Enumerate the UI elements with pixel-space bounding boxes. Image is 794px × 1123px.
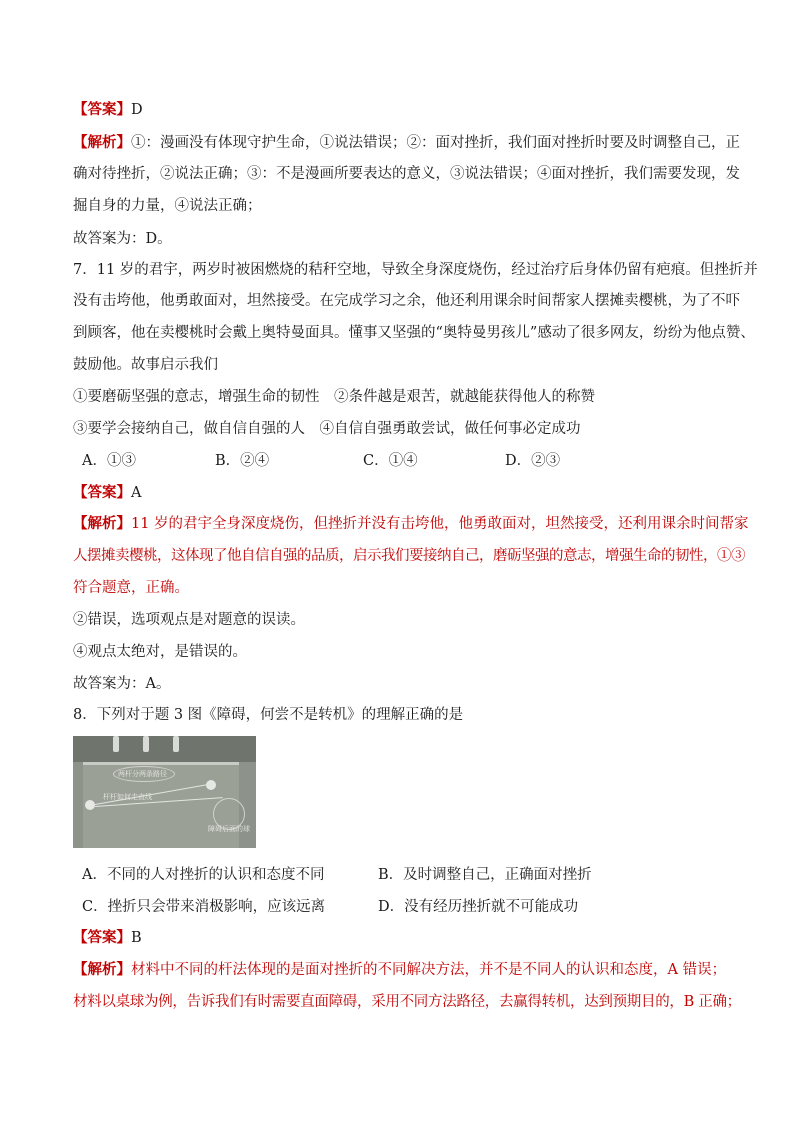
q7-extra-line-1: ②错误，选项观点是对题意的误读。: [73, 612, 305, 628]
q7-stem-line-4: 鼓励他。故事启示我们: [73, 357, 218, 373]
q7-conclusion: 故答案为：A。: [73, 676, 171, 692]
q7-analysis-line-2: 人摆摊卖樱桃，这体现了他自信自强的品质，启示我们要接纳自己，磨砺坚强的意志，增强生命的韧性，①③: [73, 548, 745, 564]
q7-analysis-line-1: [73, 514, 749, 534]
q7-option-b: B．②④: [215, 453, 270, 469]
q7-stem-line-1: 7．11 岁的君宇，两岁时被困燃烧的秸秆空地，导致全身深度烧伤，经过治疗后身体仍留有疤痕。但挫折并: [73, 262, 758, 278]
answer-value: D: [131, 102, 143, 118]
answer-tag: 【答案】: [73, 101, 131, 118]
q7-extra-line-2: ④观点太绝对，是错误的。: [73, 644, 247, 660]
answer-tag: 【答案】: [73, 484, 131, 501]
analysis-tag: 【解析】: [73, 134, 131, 151]
q7-answer: [73, 483, 141, 503]
q8-option-d: D．没有经历挫折就不可能成功: [378, 899, 579, 915]
answer-value: B: [131, 930, 142, 946]
q8-analysis-line-2: 材料以桌球为例，告诉我们有时需要直面障碍，采用不同方法路径，去赢得转机，达到预期目的，B 正确；: [73, 994, 741, 1010]
answer-tag: 【答案】: [73, 929, 131, 946]
analysis-tag: 【解析】: [73, 515, 131, 532]
analysis-tag: 【解析】: [73, 961, 131, 978]
q6-analysis-line-2: 确对待挫折，②说法正确；③：不是漫画所要表达的意义，③说法错误；④面对挫折，我们需要发现，发: [73, 166, 740, 182]
q7-option-d: D．②③: [505, 453, 561, 469]
cue-ball: [85, 800, 95, 810]
billiard-figure: [73, 736, 256, 848]
q8-option-c: C．挫折只会带来消极影响，应该远离: [82, 899, 326, 915]
q8-analysis-line-1: [73, 960, 726, 980]
analysis-text: ①：漫画没有体现守护生命，①说法错误；②：面对挫折，我们面对挫折时要及时调整自己，正: [131, 135, 740, 151]
figure-label: 杆杆如何走直线: [103, 793, 152, 801]
cue-stick: [173, 736, 179, 752]
q8-answer: [73, 928, 142, 948]
q7-option-c: C．①④: [363, 453, 418, 469]
figure-label: 障碍后面的球: [208, 825, 250, 833]
q7-statements-1: ①要磨砺坚强的意志，增强生命的韧性 ②条件越是艰苦，就越能获得他人的称赞: [73, 389, 595, 405]
q6-conclusion: 故答案为：D。: [73, 231, 172, 247]
q7-option-a: A．①③: [82, 453, 136, 469]
analysis-text: 材料中不同的杆法体现的是面对挫折的不同解决方法，并不是不同人的认识和态度，A 错误；: [131, 962, 727, 978]
q8-option-b: B．及时调整自己，正确面对挫折: [378, 867, 592, 883]
q7-analysis-line-3: 符合题意，正确。: [73, 580, 189, 596]
cue-stick: [143, 736, 149, 752]
q6-analysis-line-1: [73, 133, 740, 153]
table-cushion: [73, 736, 256, 762]
q7-statements-2: ③要学会接纳自己，做自信自强的人 ④自信自强勇敢尝试，做任何事必定成功: [73, 421, 581, 437]
q7-stem-line-2: 没有击垮他，他勇敢面对，坦然接受。在完成学习之余，他还利用课余时间帮家人摆摊卖樱桃，为了不吓: [73, 293, 740, 309]
q6-answer: [73, 100, 143, 120]
figure-label: 两杆分两条路径: [118, 770, 167, 778]
q8-stem: 8．下列对于题 3 图《障碍，何尝不是转机》的理解正确的是: [73, 707, 464, 723]
q6-analysis-line-3: 掘自身的力量，④说法正确；: [73, 198, 262, 214]
analysis-text: 11 岁的君宇全身深度烧伤，但挫折并没有击垮他，他勇敢面对，坦然接受，还利用课余时间帮家: [131, 516, 749, 532]
answer-value: A: [131, 485, 142, 501]
q8-option-a: A．不同的人对挫折的认识和态度不同: [82, 867, 325, 883]
cue-stick: [113, 736, 119, 752]
q7-stem-line-3: 到顾客，他在卖樱桃时会戴上奥特曼面具。懂事又坚强的“奥特曼男孩儿”感动了很多网友，纷纷为他点赞、: [73, 325, 755, 341]
